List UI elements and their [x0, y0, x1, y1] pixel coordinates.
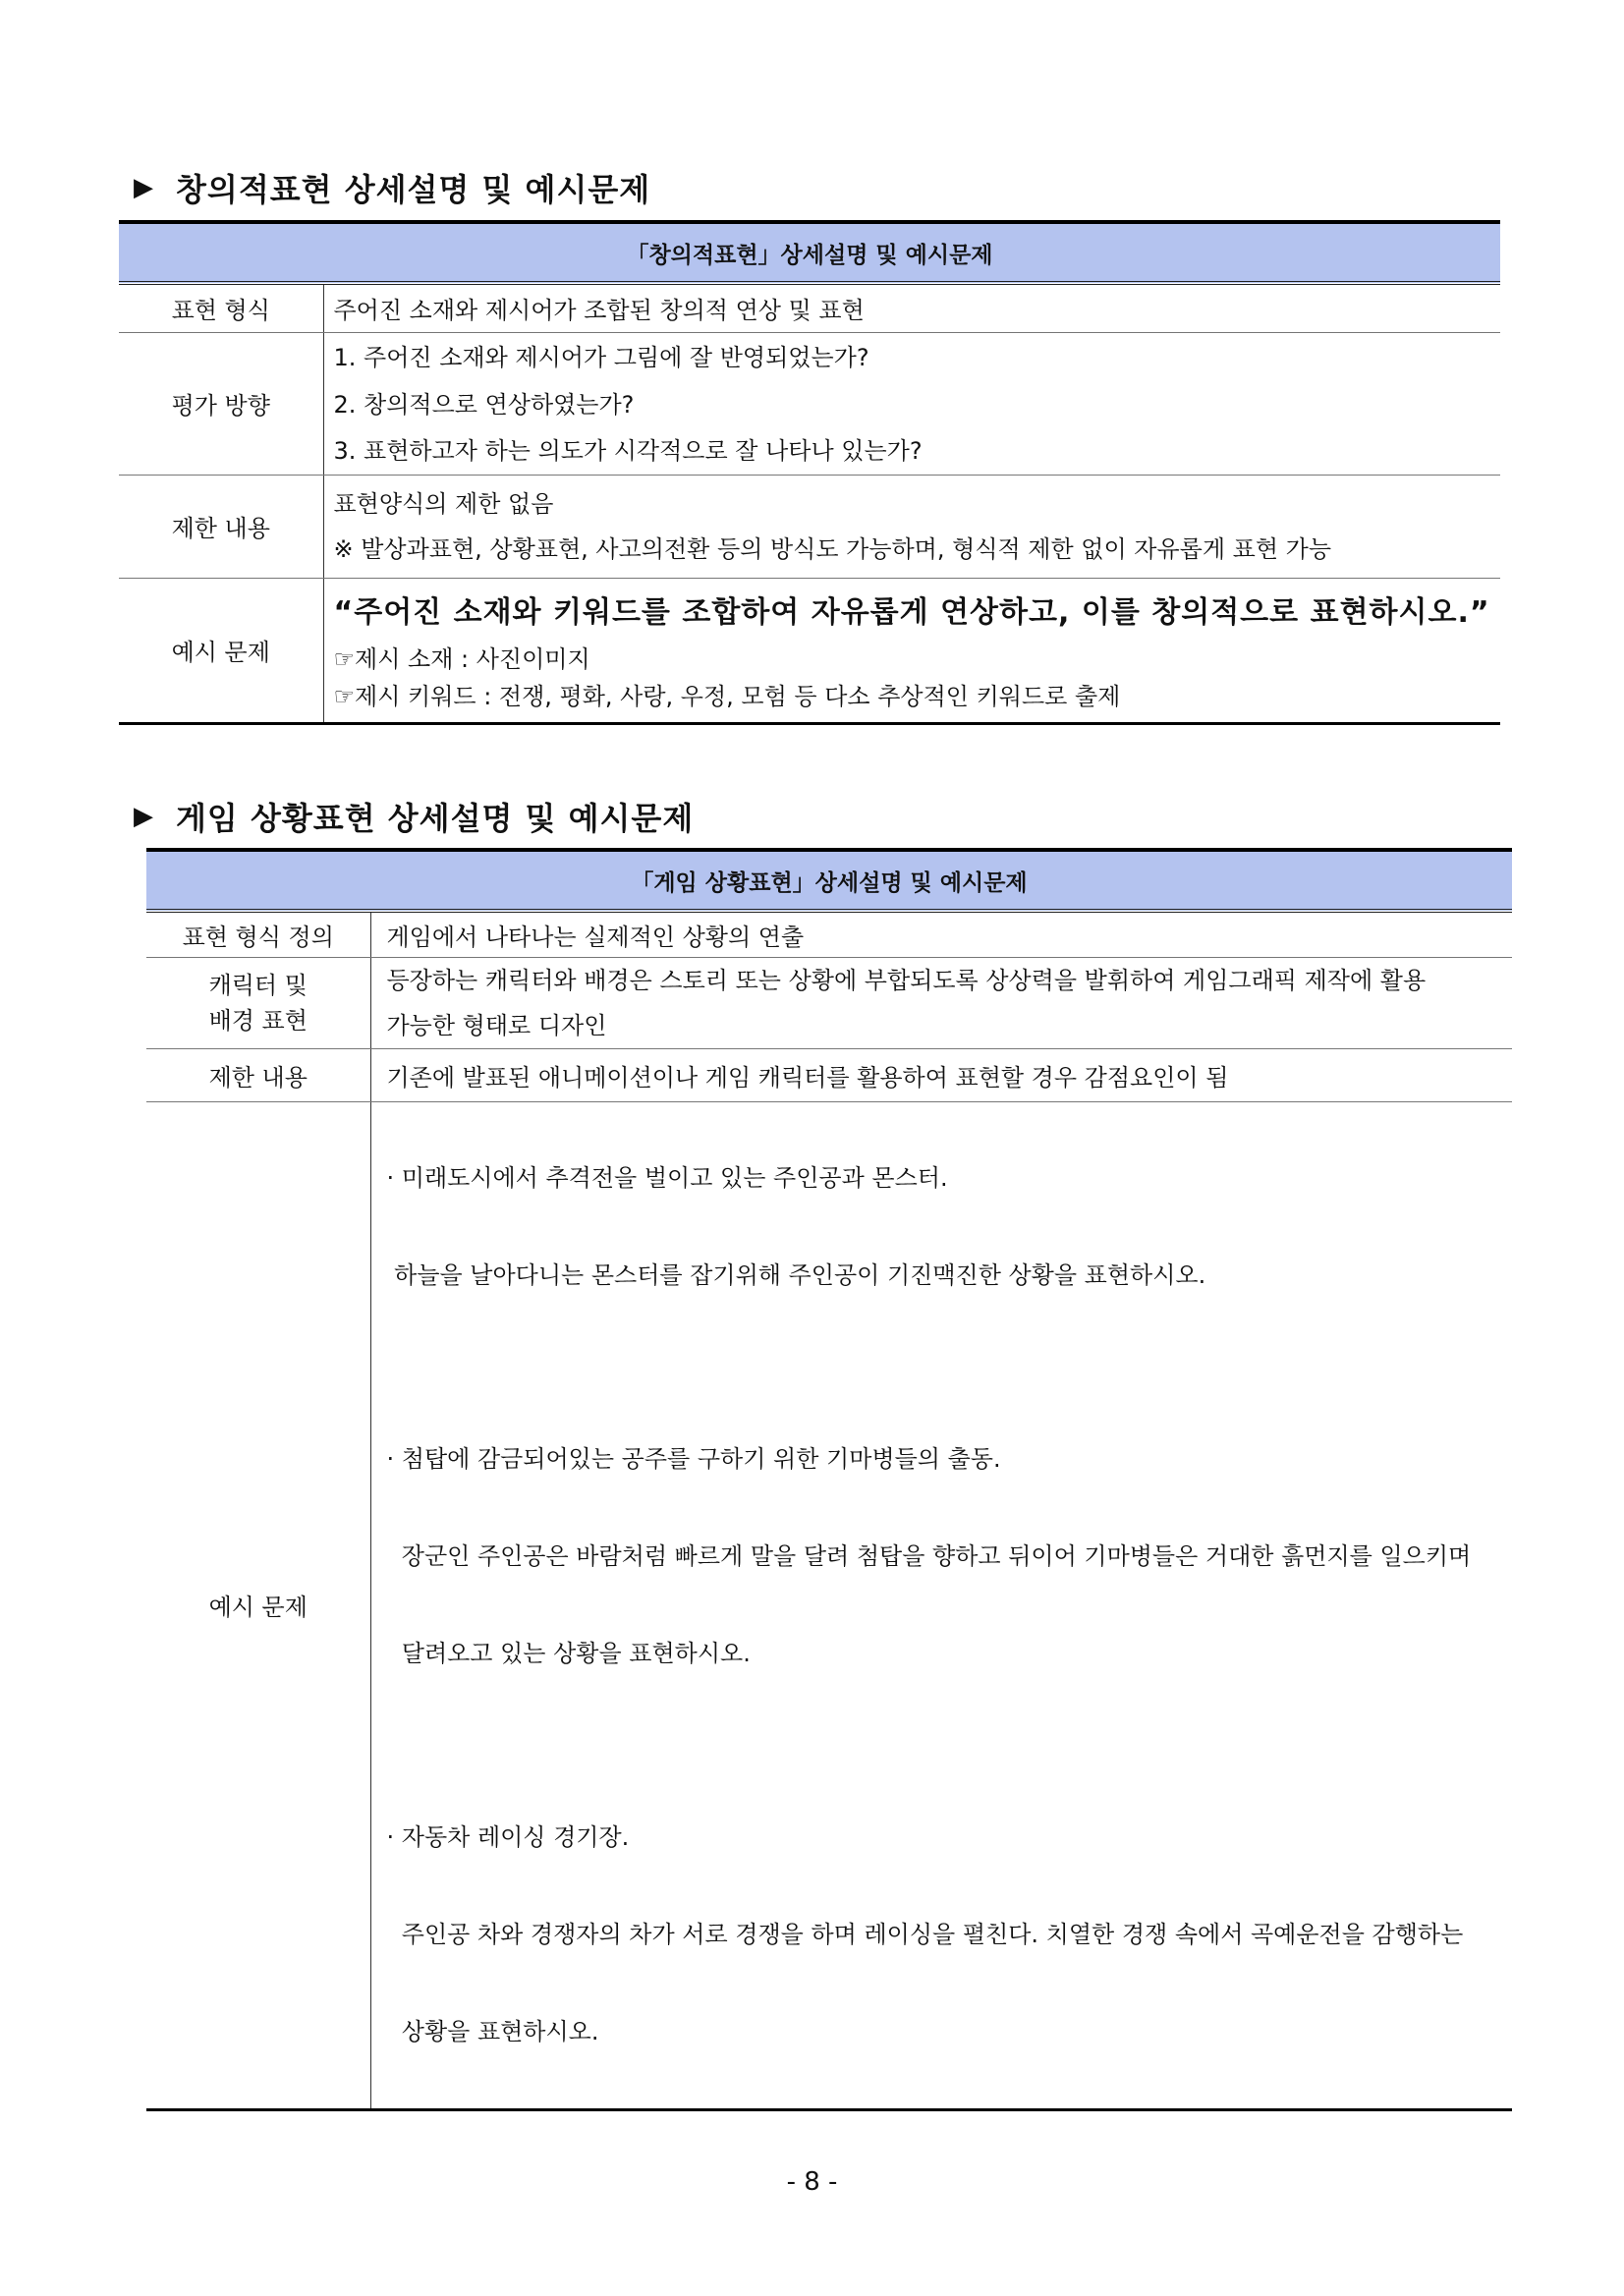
- row-value-restriction: 표현양식의 제한 없음 ※ 발상과표현, 상황표현, 사고의전환 등의 방식도 가능하며, 형식적 제한 없이 자유롭게 표현 가능: [323, 475, 1500, 578]
- row-value-restriction2: 기존에 발표된 애니메이션이나 게임 캐릭터를 활용하여 표현할 경우 감점요인이 됨: [370, 1048, 1512, 1101]
- row-label-restriction2: 제한 내용: [146, 1048, 370, 1101]
- row-label-format: 표현 형식: [119, 283, 323, 332]
- game-situation-table: [146, 848, 1512, 2111]
- row-label-evaluation: 평가 방향: [119, 332, 323, 475]
- row-label-example2: 예시 문제: [146, 1101, 370, 2109]
- section1-title: [134, 165, 650, 210]
- row-value-format: 주어진 소재와 제시어가 조합된 창의적 연상 및 표현: [323, 283, 1500, 332]
- row-value-definition: 게임에서 나타나는 실제적인 상황의 연출: [370, 911, 1512, 957]
- table2-caption: 「게임 상황표현」상세설명 및 예시문제: [146, 850, 1512, 911]
- row-label-definition: 표현 형식 정의: [146, 911, 370, 957]
- page-number: - 8 -: [786, 2167, 838, 2197]
- section1-title-text: 창의적표현 상세설명 및 예시문제: [176, 171, 651, 208]
- row-label-restriction: 제한 내용: [119, 475, 323, 578]
- row-value-example: “주어진 소재와 키워드를 조합하여 자유롭게 연상하고, 이를 창의적으로 표현하시오.” ☞제시 소재 : 사진이미지 ☞제시 키워드 : 전쟁, 평화, 사랑, 우정, 모험 등 다소 추상적인 키워드로 출제: [323, 578, 1500, 723]
- table1-caption: 「창의적표현」상세설명 및 예시문제: [119, 222, 1500, 283]
- triangle-bullet-icon: ▶: [134, 802, 154, 831]
- row-value-example2: · 미래도시에서 추격전을 벌이고 있는 주인공과 몬스터. 하늘을 날아다니는 몬스터를 잡기위해 주인공이 기진맥진한 상황을 표현하시오. · 첨탑에 감금되어있는 공주를 구하기 위한 기마병들의 출동. 장군인 주인공은 바람처럼 빠르게 말을 달려 첨탑을 향하고 뒤이어 기마병들은 거대한 흙먼지를 일으키며 달려오고 있는 상황을 표현하시오. · 자동차 레이싱 경기장. 주인공 차와 경쟁자의 차가 서로 경쟁을 하며 레이싱을 펼친다. 치열한 경쟁 속에서 곡예운전을 감행하는 상황을 표현하시오.: [370, 1101, 1512, 2109]
- triangle-bullet-icon: ▶: [134, 173, 154, 202]
- row-value-evaluation: 1. 주어진 소재와 제시어가 그림에 잘 반영되었는가? 2. 창의적으로 연상하였는가? 3. 표현하고자 하는 의도가 시각적으로 잘 나타나 있는가?: [323, 332, 1500, 475]
- row-label-character: 캐릭터 및 배경 표현: [146, 957, 370, 1048]
- section2-title: [134, 794, 694, 839]
- row-label-example: 예시 문제: [119, 578, 323, 723]
- row-value-character: 등장하는 캐릭터와 배경은 스토리 또는 상황에 부합되도록 상상력을 발휘하여 게임그래픽 제작에 활용 가능한 형태로 디자인: [370, 957, 1512, 1048]
- section2-title-text: 게임 상황표현 상세설명 및 예시문제: [176, 800, 695, 837]
- creative-expression-table: [119, 220, 1500, 725]
